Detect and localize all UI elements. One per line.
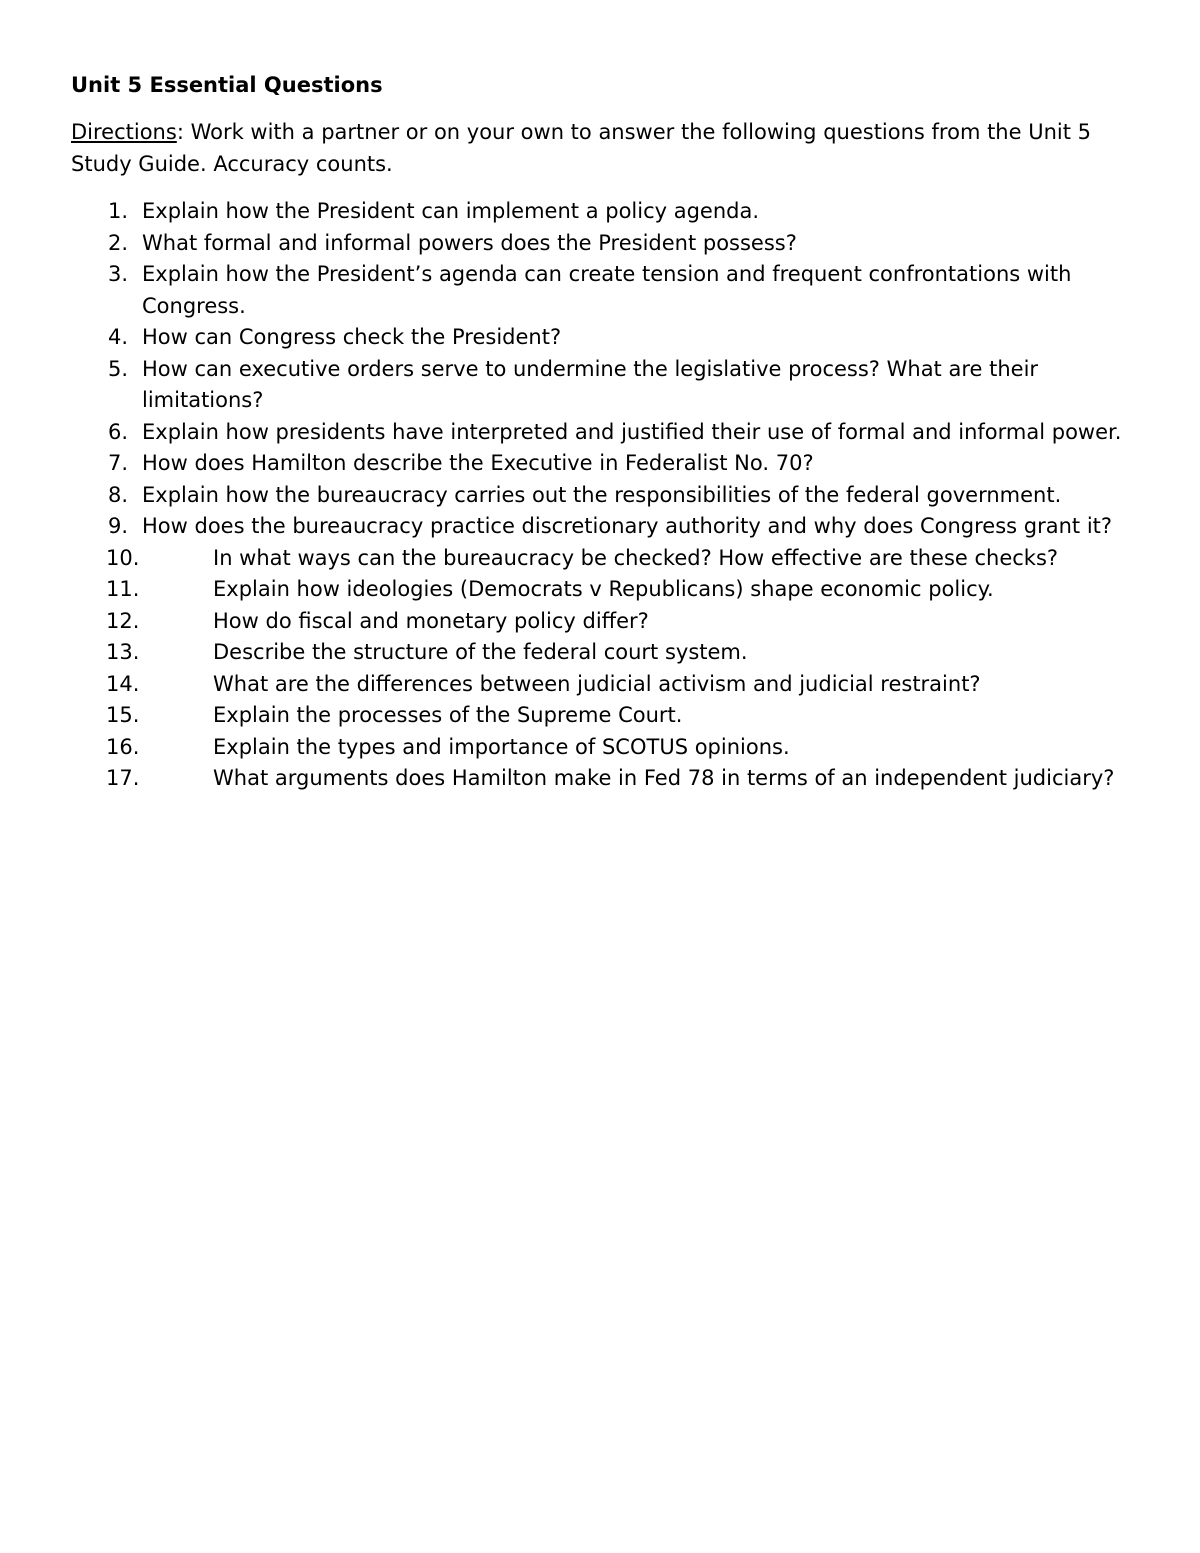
question-item [71,763,1141,795]
question-number: 4. [107,325,128,349]
question-text: Explain how the bureaucracy carries out the responsibilities of the federal government. [142,482,1062,507]
question-text: What are the differences between judicial activism and judicial restraint? [213,671,981,696]
question-number: 15. [106,703,140,727]
question-number: 10. [106,545,140,570]
question-number: 14. [106,671,140,696]
question-text: How can executive orders serve to undermine the legislative process? What are their limitations? [142,356,1039,412]
question-text: In what ways can the bureaucracy be checked? How effective are these checks? [213,545,1059,570]
question-text: How does Hamilton describe the Executive in Federalist No. 70? [142,451,814,475]
question-number: 11. [106,577,140,601]
question-text: Describe the structure of the federal court system. [213,640,748,664]
question-text: Explain how the President can implement a policy agenda. [142,199,760,223]
question-text: How can Congress check the President? [142,325,562,349]
question-text: How does the bureaucracy practice discretionary authority and why does Congress grant it? [142,514,1113,538]
question-item [71,637,1141,669]
question-number: 5. [107,356,128,381]
question-text: Explain the processes of the Supreme Court. [213,703,683,727]
question-number: 13. [106,640,140,664]
directions-label: Directions [71,120,177,144]
question-text: How do fiscal and monetary policy differ? [213,608,649,633]
question-item [71,511,1141,543]
question-item [71,574,1141,606]
question-item [71,259,1141,322]
question-item [71,606,1141,638]
question-item [71,322,1141,354]
question-number: 16. [106,734,140,759]
directions-paragraph [71,117,1141,180]
question-number: 2. [107,230,128,255]
question-number: 8. [107,482,128,507]
question-number: 9. [107,514,128,538]
question-item [71,480,1141,512]
question-number: 12. [106,608,140,633]
question-number: 6. [107,419,128,444]
question-list [71,196,1141,795]
question-text: Explain how ideologies (Democrats v Republicans) shape economic policy. [213,577,994,601]
question-item [71,196,1141,228]
question-item [71,448,1141,480]
document-page [71,70,1141,795]
question-item [71,543,1141,575]
question-number: 17. [106,766,140,790]
question-number: 1. [107,199,128,223]
question-item [71,354,1141,417]
question-item [71,700,1141,732]
question-item [71,228,1141,260]
question-number: 3. [107,262,128,286]
question-text: Explain the types and importance of SCOTUS opinions. [213,734,790,759]
question-item [71,669,1141,701]
question-number: 7. [107,451,128,475]
question-item [71,732,1141,764]
page-title: Unit 5 Essential Questions [71,73,383,97]
question-text: Explain how the President’s agenda can create tension and frequent confrontations with Congress. [142,262,1072,318]
question-text: Explain how presidents have interpreted and justified their use of formal and informal power. [142,419,1122,444]
question-text: What arguments does Hamilton make in Fed 78 in terms of an independent judiciary? [213,766,1115,790]
question-item [71,417,1141,449]
question-text: What formal and informal powers does the President possess? [142,230,797,255]
directions-text: : Work with a partner or on your own to answer the following questions from the Unit 5 Study Guide. Accuracy counts. [71,120,1091,176]
